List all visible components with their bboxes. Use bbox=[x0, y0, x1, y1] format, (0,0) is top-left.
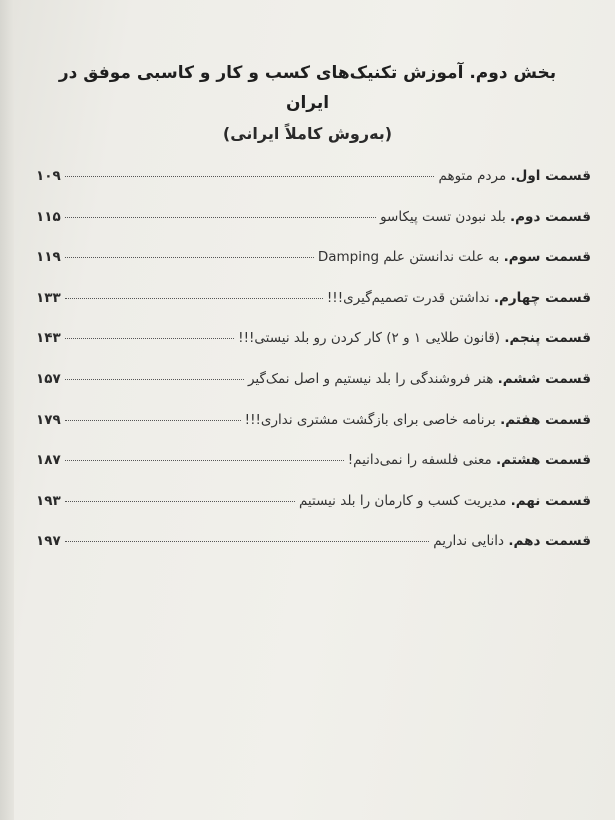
toc-entry-label bbox=[245, 412, 591, 428]
toc-part-label: قسمت هشتم. bbox=[496, 452, 591, 469]
toc-entry-title: مردم متوهم bbox=[438, 168, 507, 184]
toc-entry-title: نداشتن قدرت تصمیم‌گیری!!! bbox=[326, 289, 490, 306]
toc-page-number: ۱۴۳ bbox=[36, 330, 61, 347]
toc-part-label: قسمت نهم. bbox=[510, 492, 591, 509]
toc-page-number: ۱۱۵ bbox=[36, 208, 61, 225]
toc-page-number: ۱۷۹ bbox=[36, 411, 61, 428]
toc-entry-5 bbox=[36, 330, 591, 371]
toc-dot-leader bbox=[65, 338, 234, 339]
toc-entry-3 bbox=[36, 249, 591, 290]
section-title: بخش دوم. آموزش تکنیک‌های کسب و کار و کاسبی موفق در ایران bbox=[58, 63, 557, 113]
toc-dot-leader bbox=[65, 257, 314, 258]
toc-part-label: قسمت پنجم. bbox=[504, 330, 591, 347]
toc-entry-title: برنامه خاصی برای بازگشت مشتری نداری!!! bbox=[244, 411, 496, 428]
toc-entry-10 bbox=[36, 533, 591, 574]
toc-entry-2 bbox=[36, 209, 591, 250]
toc-entry-title: (قانون طلایی ۱ و ۲) کار کردن رو بلد نیستی!!! bbox=[238, 330, 501, 347]
toc-entry-title: معنی فلسفه را نمی‌دانیم! bbox=[347, 452, 492, 469]
toc-entry-title: دانایی نداریم bbox=[433, 533, 505, 550]
toc-dot-leader bbox=[65, 501, 295, 502]
toc-entry-label bbox=[327, 290, 591, 306]
table-of-contents bbox=[36, 168, 591, 574]
toc-page-number: ۱۱۹ bbox=[36, 249, 61, 266]
toc-entry-4 bbox=[36, 290, 591, 331]
toc-page-number: ۱۹۳ bbox=[36, 492, 61, 509]
toc-entry-title: بلد نبودن تست پیکاسو bbox=[380, 208, 506, 225]
toc-dot-leader bbox=[65, 541, 430, 542]
toc-part-label: قسمت ششم. bbox=[497, 370, 591, 387]
toc-part-label: قسمت دهم. bbox=[508, 533, 591, 550]
toc-page-number: ۱۳۳ bbox=[36, 289, 61, 306]
toc-entry-8 bbox=[36, 452, 591, 493]
toc-dot-leader bbox=[65, 420, 241, 421]
toc-entry-1 bbox=[36, 168, 591, 209]
toc-entry-label bbox=[433, 533, 591, 549]
toc-entry-9 bbox=[36, 493, 591, 534]
toc-entry-7 bbox=[36, 412, 591, 453]
toc-entry-label bbox=[299, 493, 591, 509]
toc-dot-leader bbox=[65, 460, 344, 461]
toc-entry-title: مدیریت کسب و کارمان را بلد نیستیم bbox=[298, 492, 507, 509]
toc-page-number: ۱۵۷ bbox=[36, 370, 61, 387]
toc-entry-label bbox=[380, 209, 591, 225]
toc-entry-title: به علت ندانستن علم Damping bbox=[317, 249, 500, 266]
toc-entry-label bbox=[248, 371, 591, 387]
toc-entry-label bbox=[348, 452, 591, 468]
toc-page-number: ۱۰۹ bbox=[36, 168, 61, 184]
toc-part-label: قسمت دوم. bbox=[510, 208, 591, 225]
toc-dot-leader bbox=[65, 298, 323, 299]
page-gutter bbox=[0, 0, 14, 820]
toc-dot-leader bbox=[65, 379, 244, 380]
toc-page-number: ۱۹۷ bbox=[36, 533, 61, 550]
toc-dot-leader bbox=[65, 176, 435, 177]
toc-dot-leader bbox=[65, 217, 376, 218]
section-subtitle: (به‌روش کاملاً ایرانی) bbox=[222, 124, 393, 143]
toc-part-label: قسمت سوم. bbox=[503, 249, 591, 266]
toc-entry-label bbox=[318, 249, 591, 265]
toc-entry-label bbox=[438, 168, 591, 184]
toc-entry-6 bbox=[36, 371, 591, 412]
toc-part-label: قسمت اول. bbox=[510, 168, 591, 184]
section-header bbox=[40, 58, 575, 148]
toc-page-number: ۱۸۷ bbox=[36, 452, 61, 469]
toc-entry-title: هنر فروشندگی را بلد نیستیم و اصل نمک‌گیر bbox=[247, 370, 494, 387]
toc-entry-label bbox=[238, 330, 591, 346]
toc-part-label: قسمت هفتم. bbox=[500, 411, 591, 428]
toc-part-label: قسمت چهارم. bbox=[493, 289, 591, 306]
